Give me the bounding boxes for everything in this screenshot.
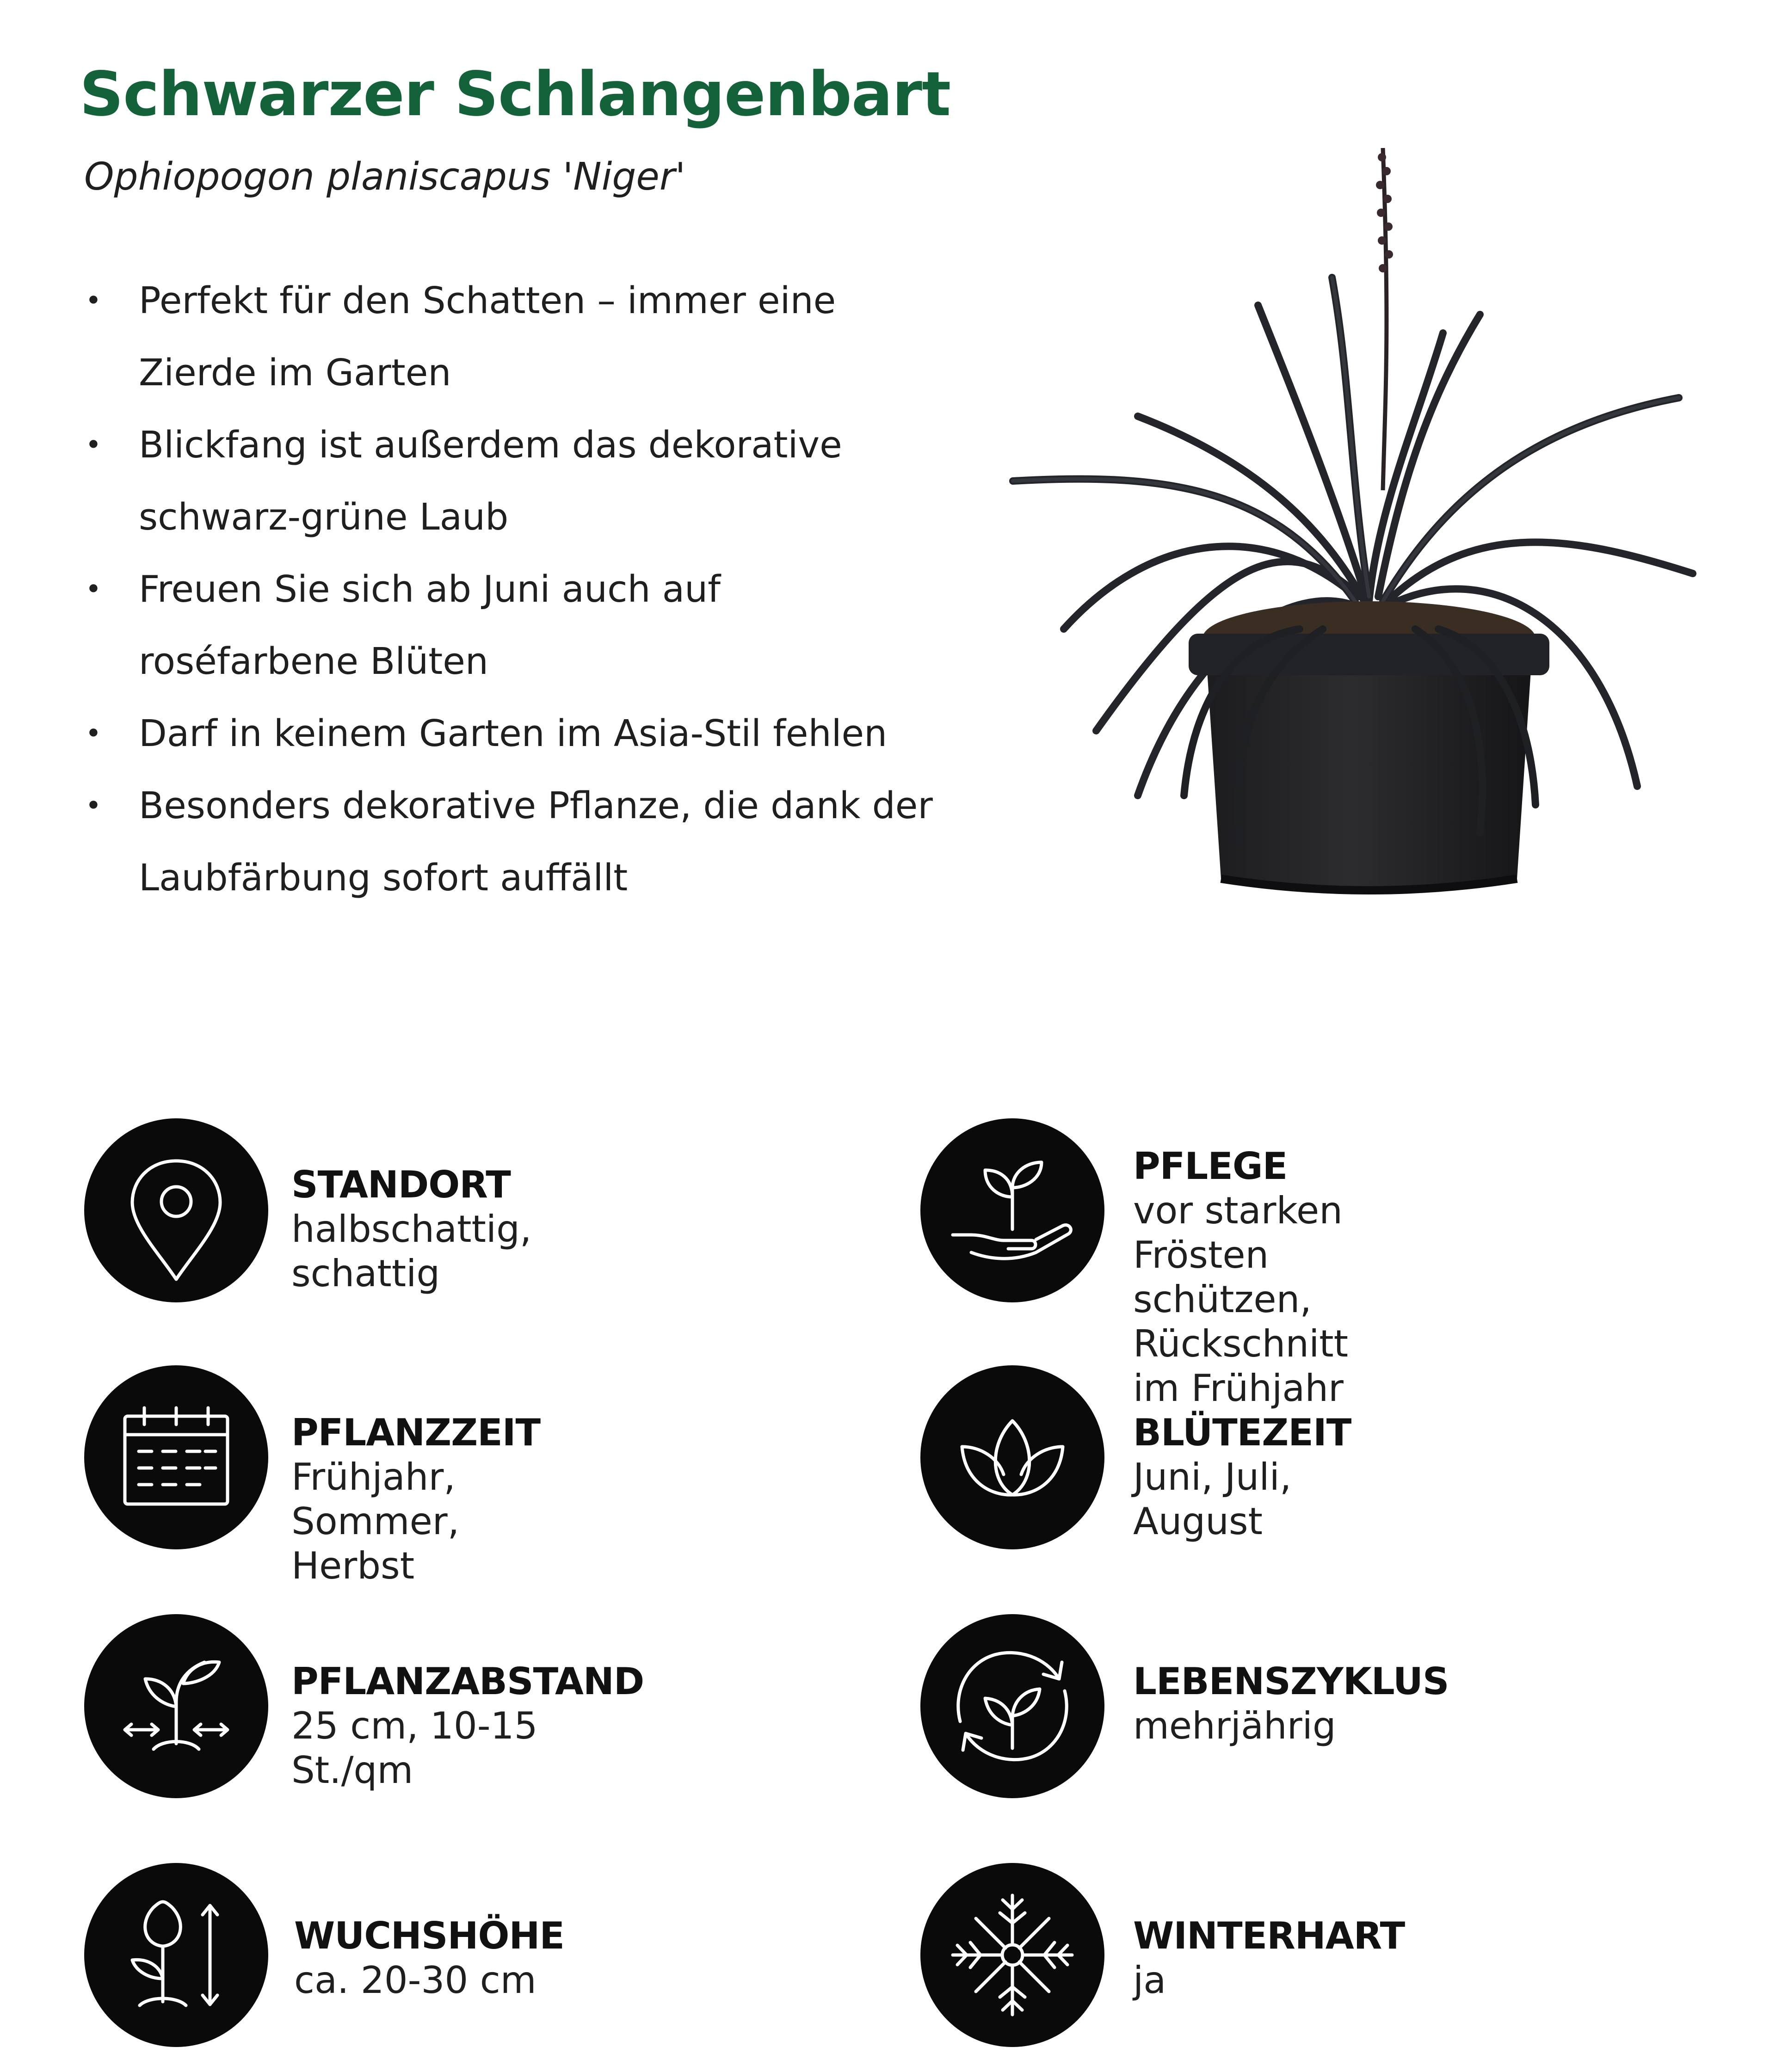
product-title: Schwarzer Schlangenbart (80, 59, 951, 130)
bullet: • (85, 573, 102, 605)
feature-text: Perfekt für den Schatten – immer eine (139, 279, 836, 322)
plant-spacing-icon (84, 1614, 268, 1798)
property-value: Rückschnitt im Frühjahr (1133, 1322, 1349, 1410)
property-value: halbschattig, schattig (291, 1208, 532, 1295)
property-value: vor starken Frösten schützen, (1133, 1189, 1343, 1321)
feature-text: Zierde im Garten (139, 352, 451, 394)
location-pin-icon (84, 1118, 268, 1302)
property-label: BLÜTEZEIT (1133, 1411, 1351, 1454)
property-label: WUCHSHÖHE (294, 1914, 565, 1957)
seedling-hand-icon (920, 1118, 1104, 1302)
feature-text: roséfarbene Blüten (139, 640, 488, 683)
property-label: LEBENSZYKLUS (1133, 1660, 1449, 1703)
feature-text: Darf in keinem Garten im Asia-Stil fehlen (139, 712, 888, 755)
property-value: ca. 20-30 cm (294, 1959, 536, 2002)
feature-text: Blickfang ist außerdem das dekorative (139, 424, 842, 466)
bullet: • (85, 284, 102, 317)
property-label: PFLANZABSTAND (291, 1660, 644, 1703)
property-label: WINTERHART (1133, 1914, 1405, 1957)
feature-text: Laubfärbung sofort auffällt (139, 857, 628, 899)
snowflake-icon (920, 1863, 1104, 2047)
property-label: PFLEGE (1133, 1145, 1288, 1188)
property-value: mehrjährig (1133, 1704, 1336, 1747)
calendar-icon (84, 1365, 268, 1549)
feature-text: schwarz-grüne Laub (139, 496, 509, 538)
feature-text: Besonders dekorative Pflanze, die dank der (139, 784, 933, 827)
property-value: 25 cm, 10-15 St./qm (291, 1704, 538, 1792)
plant-height-icon (84, 1863, 268, 2047)
bullet: • (85, 429, 102, 461)
plant-cycle-icon (920, 1614, 1104, 1798)
bullet: • (85, 789, 102, 822)
product-latin-name: Ophiopogon planiscapus 'Niger' (84, 155, 686, 199)
feature-text: Freuen Sie sich ab Juni auch auf (139, 568, 721, 610)
property-label: PFLANZZEIT (291, 1411, 541, 1454)
bullet: • (85, 717, 102, 750)
property-label: STANDORT (291, 1163, 511, 1206)
property-value: ja (1133, 1959, 1166, 2002)
property-value: Frühjahr, Sommer, Herbst (291, 1455, 460, 1587)
property-value: Juni, Juli, August (1133, 1455, 1292, 1543)
lotus-flower-icon (920, 1365, 1104, 1549)
